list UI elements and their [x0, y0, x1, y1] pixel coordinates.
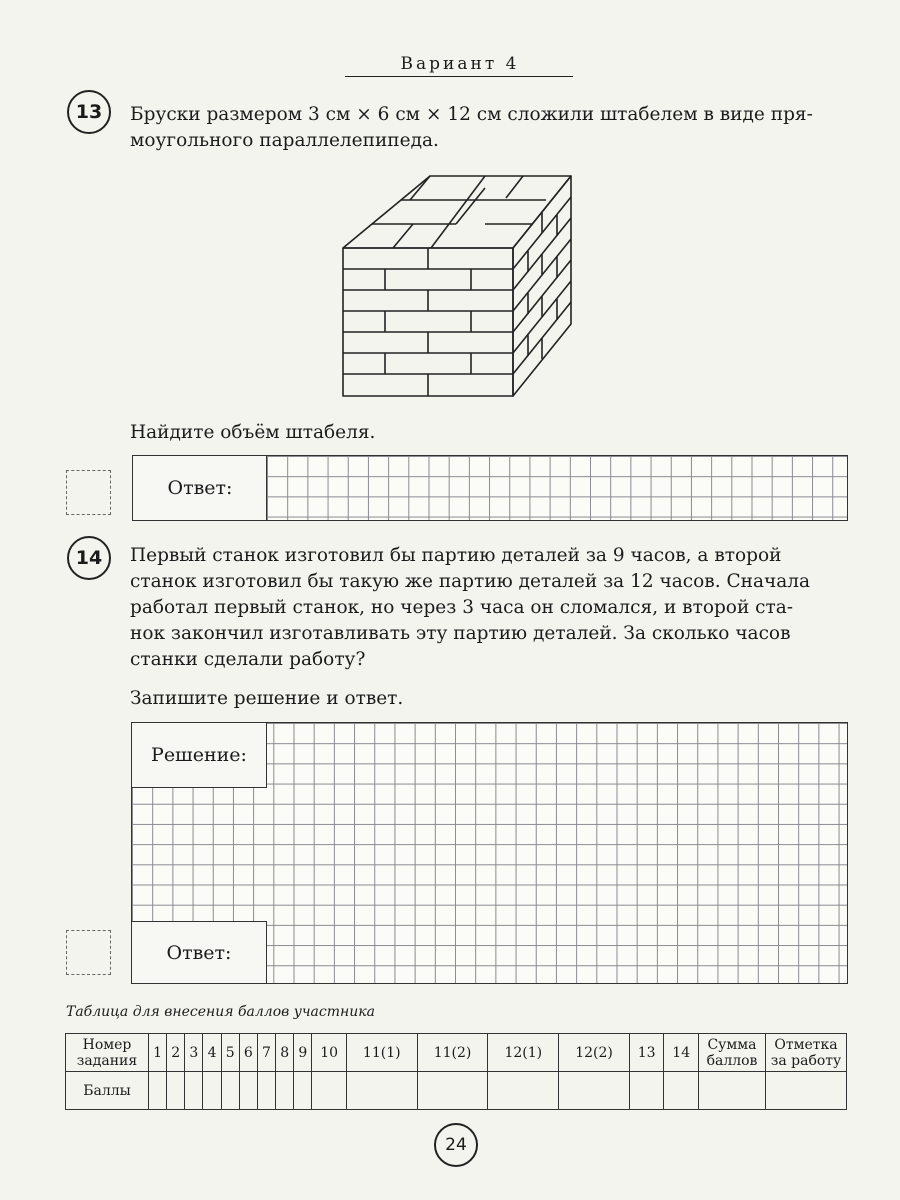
- mark-cell[interactable]: [766, 1072, 847, 1110]
- task-13-answer-grid[interactable]: [266, 455, 848, 521]
- col-header: 12(1): [488, 1034, 559, 1072]
- col-header: 14: [664, 1034, 699, 1072]
- score-cell[interactable]: [203, 1072, 221, 1110]
- points-row-label: Баллы: [66, 1072, 149, 1110]
- score-table-caption: Таблица для внесения баллов участника: [66, 1004, 375, 1020]
- task-14-line-2: станок изготовил бы такую же партию деталей за 12 часов. Сначала: [130, 571, 811, 592]
- col-header: 4: [203, 1034, 221, 1072]
- score-cell[interactable]: [312, 1072, 346, 1110]
- task-14-line-5: станки сделали работу?: [130, 649, 366, 670]
- task-13-line-1: Бруски размером 3 см × 6 см × 12 см сложили штабелем в виде пря-: [130, 104, 813, 125]
- score-table-header-row: [66, 1034, 847, 1072]
- task-number-header: Номер задания: [66, 1034, 149, 1072]
- score-cell[interactable]: [239, 1072, 257, 1110]
- task-14-answer-label: Ответ:: [131, 921, 267, 984]
- score-cell[interactable]: [257, 1072, 275, 1110]
- page-number: 24: [434, 1123, 478, 1167]
- task-14-score-box: [66, 930, 111, 975]
- task-14-line-1: Первый станок изготовил бы партию деталей за 9 часов, а второй: [130, 545, 782, 566]
- task-13-answer-label: Ответ:: [132, 455, 268, 521]
- score-cell[interactable]: [629, 1072, 663, 1110]
- task-14-instruction: Запишите решение и ответ.: [130, 688, 404, 709]
- task-14-text: [130, 543, 860, 673]
- score-table-points-row: [66, 1072, 847, 1110]
- task-13-line-2: моугольного параллелепипеда.: [130, 130, 439, 151]
- score-cell[interactable]: [417, 1072, 488, 1110]
- score-cell[interactable]: [346, 1072, 417, 1110]
- task-14-line-4: нок закончил изготавливать эту партию деталей. За сколько часов: [130, 623, 791, 644]
- col-header: 5: [221, 1034, 239, 1072]
- variant-header: Вариант 4: [400, 54, 520, 74]
- task-14-line-3: работал первый станок, но через 3 часа он сломался, и второй ста-: [130, 597, 794, 618]
- score-cell[interactable]: [664, 1072, 699, 1110]
- col-header: 9: [294, 1034, 312, 1072]
- sum-header: Сумма баллов: [699, 1034, 766, 1072]
- score-cell[interactable]: [149, 1072, 167, 1110]
- header-rule: [345, 76, 573, 77]
- task-13-text: [130, 102, 860, 154]
- score-cell[interactable]: [276, 1072, 294, 1110]
- brick-stack-figure: [335, 168, 580, 403]
- col-header: 8: [276, 1034, 294, 1072]
- task-13-number: 13: [67, 90, 111, 134]
- col-header: 11(1): [346, 1034, 417, 1072]
- score-cell[interactable]: [167, 1072, 185, 1110]
- sum-cell[interactable]: [699, 1072, 766, 1110]
- col-header: 7: [257, 1034, 275, 1072]
- task-14-number: 14: [67, 536, 111, 580]
- task-13-score-box: [66, 470, 111, 515]
- col-header: 1: [149, 1034, 167, 1072]
- col-header: 10: [312, 1034, 346, 1072]
- col-header: 11(2): [417, 1034, 488, 1072]
- mark-header: Отметка за работу: [766, 1034, 847, 1072]
- task-14-solution-label: Решение:: [131, 722, 267, 788]
- score-cell[interactable]: [559, 1072, 630, 1110]
- col-header: 2: [167, 1034, 185, 1072]
- task-13-question: Найдите объём штабеля.: [130, 422, 376, 443]
- col-header: 12(2): [559, 1034, 630, 1072]
- col-header: 3: [185, 1034, 203, 1072]
- col-header: 13: [629, 1034, 663, 1072]
- score-table: [65, 1033, 847, 1110]
- score-cell[interactable]: [294, 1072, 312, 1110]
- score-cell[interactable]: [221, 1072, 239, 1110]
- col-header: 6: [239, 1034, 257, 1072]
- score-cell[interactable]: [488, 1072, 559, 1110]
- score-cell[interactable]: [185, 1072, 203, 1110]
